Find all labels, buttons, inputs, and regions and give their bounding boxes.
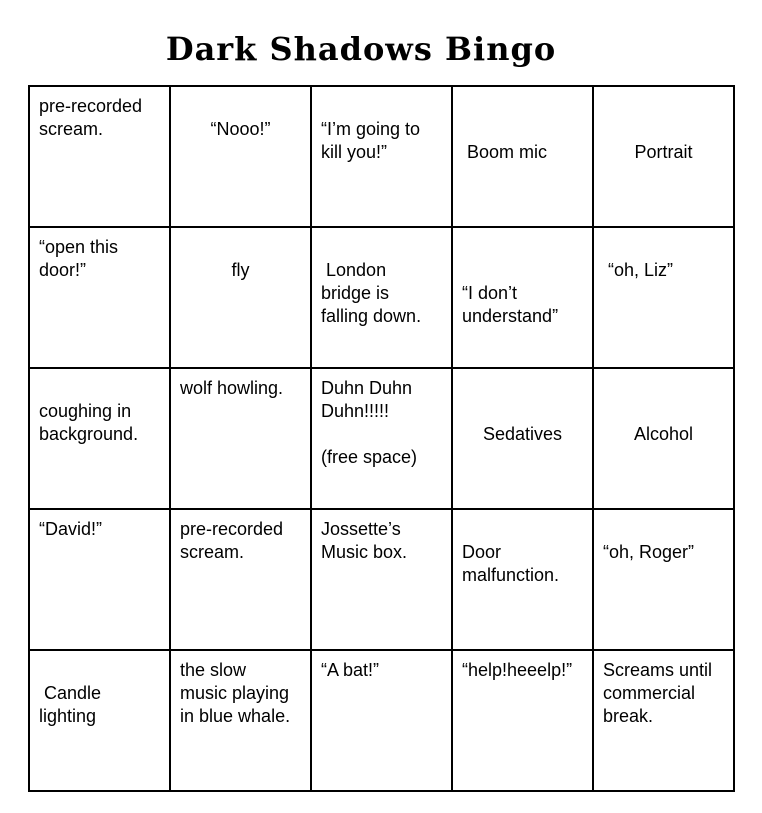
cell-text: Door malfunction. <box>462 542 560 585</box>
bingo-row <box>29 509 734 650</box>
bingo-cell <box>170 227 311 368</box>
cell-text: Candle lighting <box>39 683 102 726</box>
cell-text: pre-recorded scream. <box>180 519 284 562</box>
bingo-cell <box>29 368 170 509</box>
bingo-cell <box>452 368 593 509</box>
bingo-grid <box>28 85 735 792</box>
cell-text: Screams until commercial break. <box>603 660 713 726</box>
cell-text: “Nooo!” <box>210 119 271 139</box>
bingo-cell <box>311 227 452 368</box>
bingo-row <box>29 650 734 791</box>
cell-text: Jossette’s Music box. <box>321 519 408 562</box>
bingo-cell <box>29 509 170 650</box>
bingo-row <box>29 227 734 368</box>
cell-text: fly <box>231 260 250 280</box>
bingo-cell <box>170 509 311 650</box>
cell-text: Portrait <box>634 142 693 162</box>
bingo-cell <box>452 86 593 227</box>
bingo-row <box>29 368 734 509</box>
bingo-cell <box>29 650 170 791</box>
cell-text: London bridge is falling down. <box>321 260 422 326</box>
bingo-cell <box>593 86 734 227</box>
cell-text: pre-recorded scream. <box>39 96 143 139</box>
cell-text: wolf howling. <box>180 378 284 398</box>
cell-text: “I’m going to kill you!” <box>321 119 421 162</box>
bingo-cell <box>311 509 452 650</box>
cell-text: “I don’t understand” <box>462 283 559 326</box>
bingo-cell <box>593 509 734 650</box>
bingo-cell <box>170 86 311 227</box>
bingo-cell <box>311 86 452 227</box>
cell-text: Duhn Duhn Duhn!!!!! (free space) <box>321 378 418 467</box>
cell-text: “open this door!” <box>39 237 119 280</box>
cell-text: “A bat!” <box>321 660 380 680</box>
cell-text: “oh, Liz” <box>608 260 674 280</box>
bingo-cell <box>452 227 593 368</box>
cell-text: “David!” <box>39 519 103 539</box>
cell-text: Boom mic <box>467 142 548 162</box>
bingo-cell <box>311 368 452 509</box>
bingo-cell <box>593 368 734 509</box>
page-title: Dark Shadows Bingo <box>165 30 557 68</box>
cell-text: “help!heeelp!” <box>462 660 573 680</box>
bingo-row <box>29 86 734 227</box>
cell-text: coughing in background. <box>39 401 139 444</box>
cell-text: “oh, Roger” <box>603 542 695 562</box>
cell-text: Alcohol <box>633 424 694 444</box>
cell-text: Sedatives <box>482 424 563 444</box>
bingo-cell <box>170 650 311 791</box>
cell-text: the slow music playing in blue whale. <box>180 660 291 726</box>
bingo-cell <box>29 227 170 368</box>
bingo-cell <box>593 227 734 368</box>
bingo-cell <box>29 86 170 227</box>
bingo-cell <box>593 650 734 791</box>
bingo-cell <box>170 368 311 509</box>
bingo-cell <box>452 650 593 791</box>
bingo-cell <box>452 509 593 650</box>
bingo-cell <box>311 650 452 791</box>
